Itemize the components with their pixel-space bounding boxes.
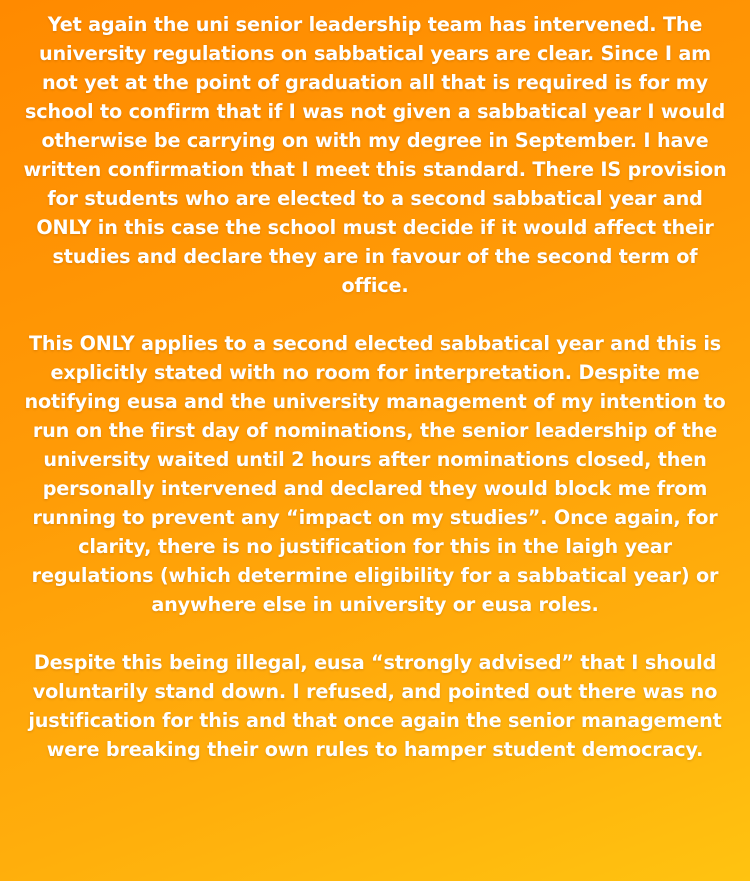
story-paragraph-1: Yet again the uni senior leadership team has intervened. The university regulations on sabbatical years are clear. Since I am not yet at the point of graduation all that is required is for my school to confirm that if I was not given a sabbatical year I would otherwise be carrying on with my degree in September. I have written confirmation that I meet this standard. There IS provision for students who are elected to a second sabbatical year and ONLY in this case the school must decide if it would affect their studies and declare they are in favour of the second term of office. xyxy=(23,13,727,297)
story-paragraph-3: Despite this being illegal, eusa “strongly advised” that I should voluntarily stand down. I refused, and pointed out there was no justification for this and that once again the senior management were breaking their own rules to hamper student democracy. xyxy=(28,651,722,761)
story-paragraph-2: This ONLY applies to a second elected sabbatical year and this is explicitly stated with no room for interpretation. Despite me notifying eusa and the university management of my intention to run on the first day of nominations, the senior leadership of the university waited until 2 hours after nominations closed, then personally intervened and declared they would block me from running to prevent any “impact on my studies”. Once again, for clarity, there is no justification for this in the laigh year regulations (which determine eligibility for a sabbatical year) or anywhere else in university or eusa roles. xyxy=(24,332,726,616)
